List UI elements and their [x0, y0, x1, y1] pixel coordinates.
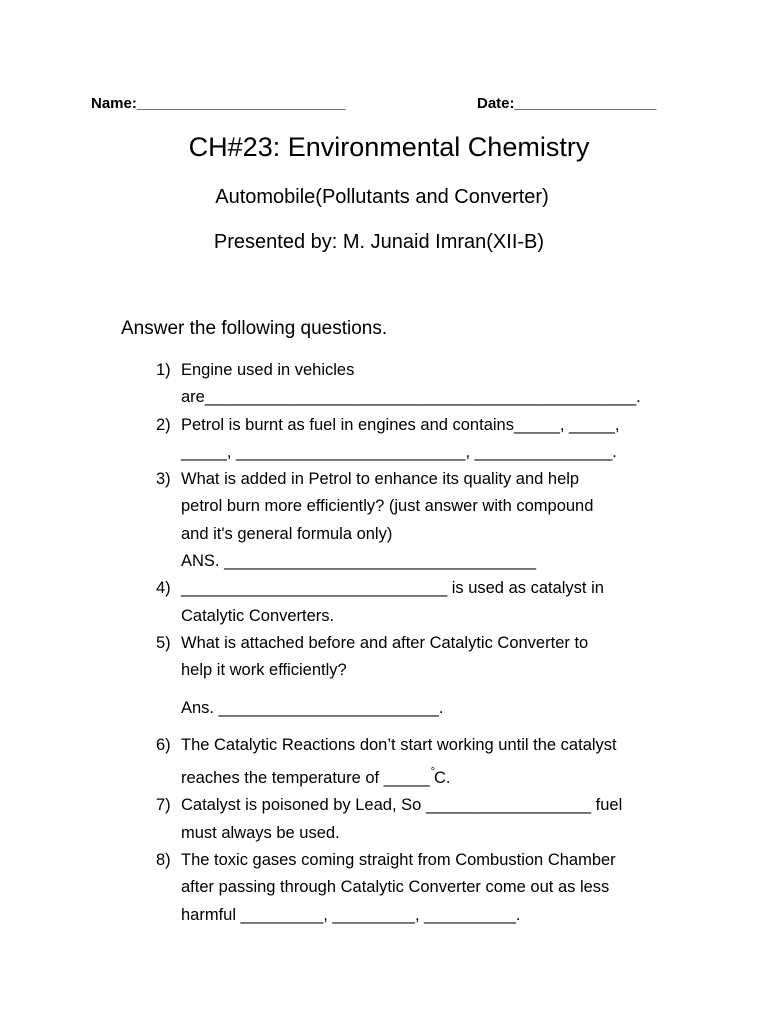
- presenter-line: Presented by: M. Junaid Imran(XII-B): [213, 231, 545, 253]
- instructions: Answer the following questions.: [121, 318, 388, 339]
- worksheet-subtitle: Automobile(Pollutants and Converter): [215, 186, 549, 208]
- question-number: 6): [156, 735, 171, 754]
- question-number: 4): [156, 579, 171, 598]
- question-number: 1): [156, 361, 171, 379]
- question-5: [156, 630, 676, 722]
- question-number: 5): [156, 633, 171, 652]
- header-row: [91, 95, 691, 119]
- question-text-line: [181, 759, 676, 792]
- question-text-line: are_______________________________________________.: [181, 388, 641, 407]
- question-text-line: help it work efficiently?: [181, 661, 347, 680]
- date-field-label: Date:_________________: [477, 95, 657, 112]
- question-number: 2): [156, 415, 171, 434]
- question-text-segment: reaches the temperature of _____: [181, 769, 430, 788]
- degree-symbol: °: [430, 766, 435, 779]
- question-text-line: Catalyst is poisoned by Lead, So __________________ fuel: [181, 796, 623, 815]
- question-number: 8): [156, 851, 171, 870]
- question-text-line: _____, _________________________, _______________.: [181, 442, 617, 461]
- question-3: [156, 466, 676, 575]
- question-2: [156, 412, 676, 467]
- question-6: [156, 732, 676, 793]
- answer-line: Ans. ________________________.: [181, 698, 444, 717]
- question-text-line: after passing through Catalytic Converter come out as less: [181, 878, 610, 897]
- question-4: [156, 575, 676, 630]
- question-text-line: Catalytic Converters.: [181, 606, 335, 625]
- question-text-line: What is added in Petrol to enhance its quality and help: [181, 470, 580, 489]
- name-field-label: Name:_________________________: [91, 95, 346, 112]
- question-text-line: petrol burn more efficiently? (just answer with compound: [181, 497, 594, 516]
- question-text-line: What is attached before and after Catalytic Converter to: [181, 633, 589, 652]
- question-text-segment: C.: [434, 769, 451, 788]
- question-list: [156, 357, 676, 929]
- question-text-line: and it's general formula only): [181, 524, 393, 543]
- question-text-line: harmful _________, _________, __________.: [181, 905, 521, 924]
- question-text-line: Engine used in vehicles: [181, 361, 355, 379]
- question-number: 7): [156, 796, 171, 815]
- question-8: [156, 847, 676, 929]
- question-text-line: Petrol is burnt as fuel in engines and contains_____, _____,: [181, 415, 620, 434]
- answer-line: ANS. __________________________________: [181, 552, 537, 571]
- question-text-line: The Catalytic Reactions don’t start working until the catalyst: [181, 735, 617, 754]
- question-7: [156, 792, 676, 847]
- question-text-line: The toxic gases coming straight from Combustion Chamber: [181, 851, 616, 870]
- question-text-line: must always be used.: [181, 823, 340, 842]
- question-text-line: _____________________________ is used as catalyst in: [181, 579, 604, 598]
- question-1: [156, 357, 676, 412]
- question-number: 3): [156, 470, 171, 489]
- worksheet-title: CH#23: Environmental Chemistry: [188, 132, 590, 162]
